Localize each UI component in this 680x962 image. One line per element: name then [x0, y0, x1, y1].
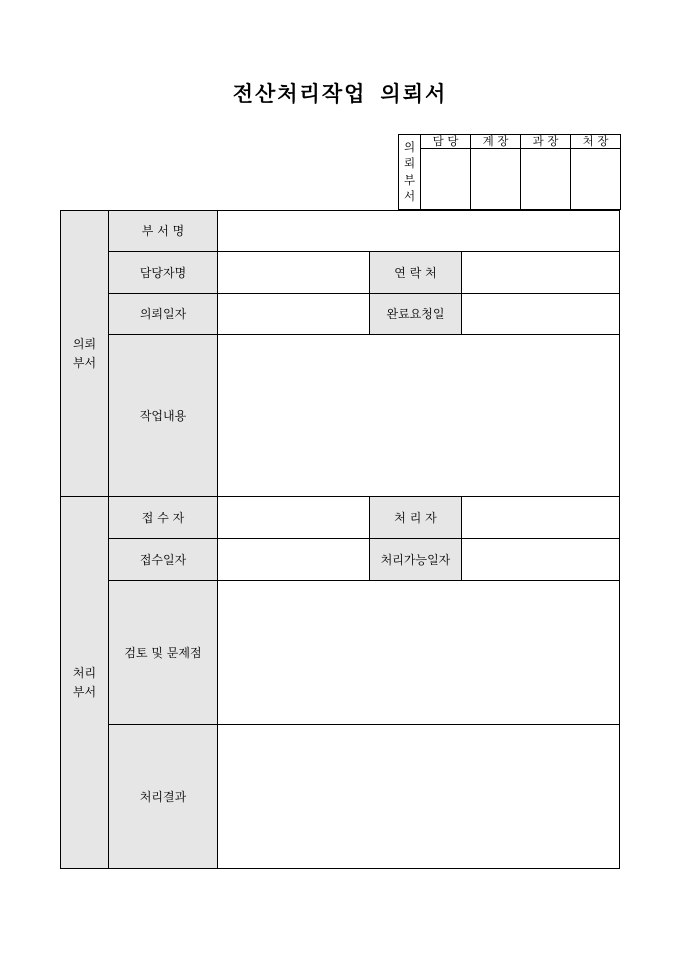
- request-section-label-line: 부서: [72, 355, 97, 370]
- receiver-field[interactable]: [218, 497, 370, 539]
- approval-side-char: 서: [403, 189, 416, 203]
- processing-section-label: [61, 497, 109, 869]
- approval-side-label: [399, 135, 421, 210]
- approval-side-char: 의: [403, 139, 416, 154]
- handler-label: 처 리 자: [370, 497, 462, 539]
- due-date-field[interactable]: [462, 294, 620, 335]
- request-section-label: [61, 211, 109, 497]
- manager-name-field[interactable]: [218, 252, 370, 294]
- approval-sign-section-head[interactable]: [521, 149, 571, 210]
- work-content-label: 작업내용: [109, 335, 218, 497]
- result-field[interactable]: [218, 725, 620, 869]
- dept-name-field[interactable]: [218, 211, 620, 252]
- manager-name-label: 담당자명: [109, 252, 218, 294]
- request-date-field[interactable]: [218, 294, 370, 335]
- receipt-date-field[interactable]: [218, 539, 370, 581]
- receiver-label: 접 수 자: [109, 497, 218, 539]
- approval-sign-chief[interactable]: [471, 149, 521, 210]
- approval-box: [398, 134, 621, 210]
- approval-header-chief: 계 장: [471, 135, 521, 149]
- document-title: [0, 78, 680, 108]
- handler-field[interactable]: [462, 497, 620, 539]
- review-field[interactable]: [218, 581, 620, 725]
- contact-field[interactable]: [462, 252, 620, 294]
- approval-sign-director[interactable]: [571, 149, 621, 210]
- result-label: 처리결과: [109, 725, 218, 869]
- contact-label: 연 락 처: [370, 252, 462, 294]
- work-content-field[interactable]: [218, 335, 620, 497]
- title-part-1: 전산처리작업: [232, 81, 367, 106]
- approval-header-director: 처 장: [571, 135, 621, 149]
- title-part-2: 의뢰서: [380, 81, 448, 106]
- approval-sign-manager[interactable]: [421, 149, 471, 210]
- due-date-label: 완료요청일: [370, 294, 462, 335]
- approval-header-manager: 담 당: [421, 135, 471, 149]
- dept-name-label: 부 서 명: [109, 211, 218, 252]
- processing-section-label-line: 부서: [72, 684, 97, 699]
- possible-date-label: 처리가능일자: [370, 539, 462, 581]
- receipt-date-label: 접수일자: [109, 539, 218, 581]
- request-date-label: 의뢰일자: [109, 294, 218, 335]
- processing-section-label-line: 처리: [72, 665, 97, 680]
- request-form: [60, 210, 620, 869]
- review-label: 검토 및 문제점: [109, 581, 218, 725]
- possible-date-field[interactable]: [462, 539, 620, 581]
- approval-side-char: 부: [403, 172, 416, 187]
- request-section-label-line: 의뢰: [72, 336, 97, 351]
- approval-side-char: 뢰: [403, 156, 416, 170]
- approval-header-section-head: 과 장: [521, 135, 571, 149]
